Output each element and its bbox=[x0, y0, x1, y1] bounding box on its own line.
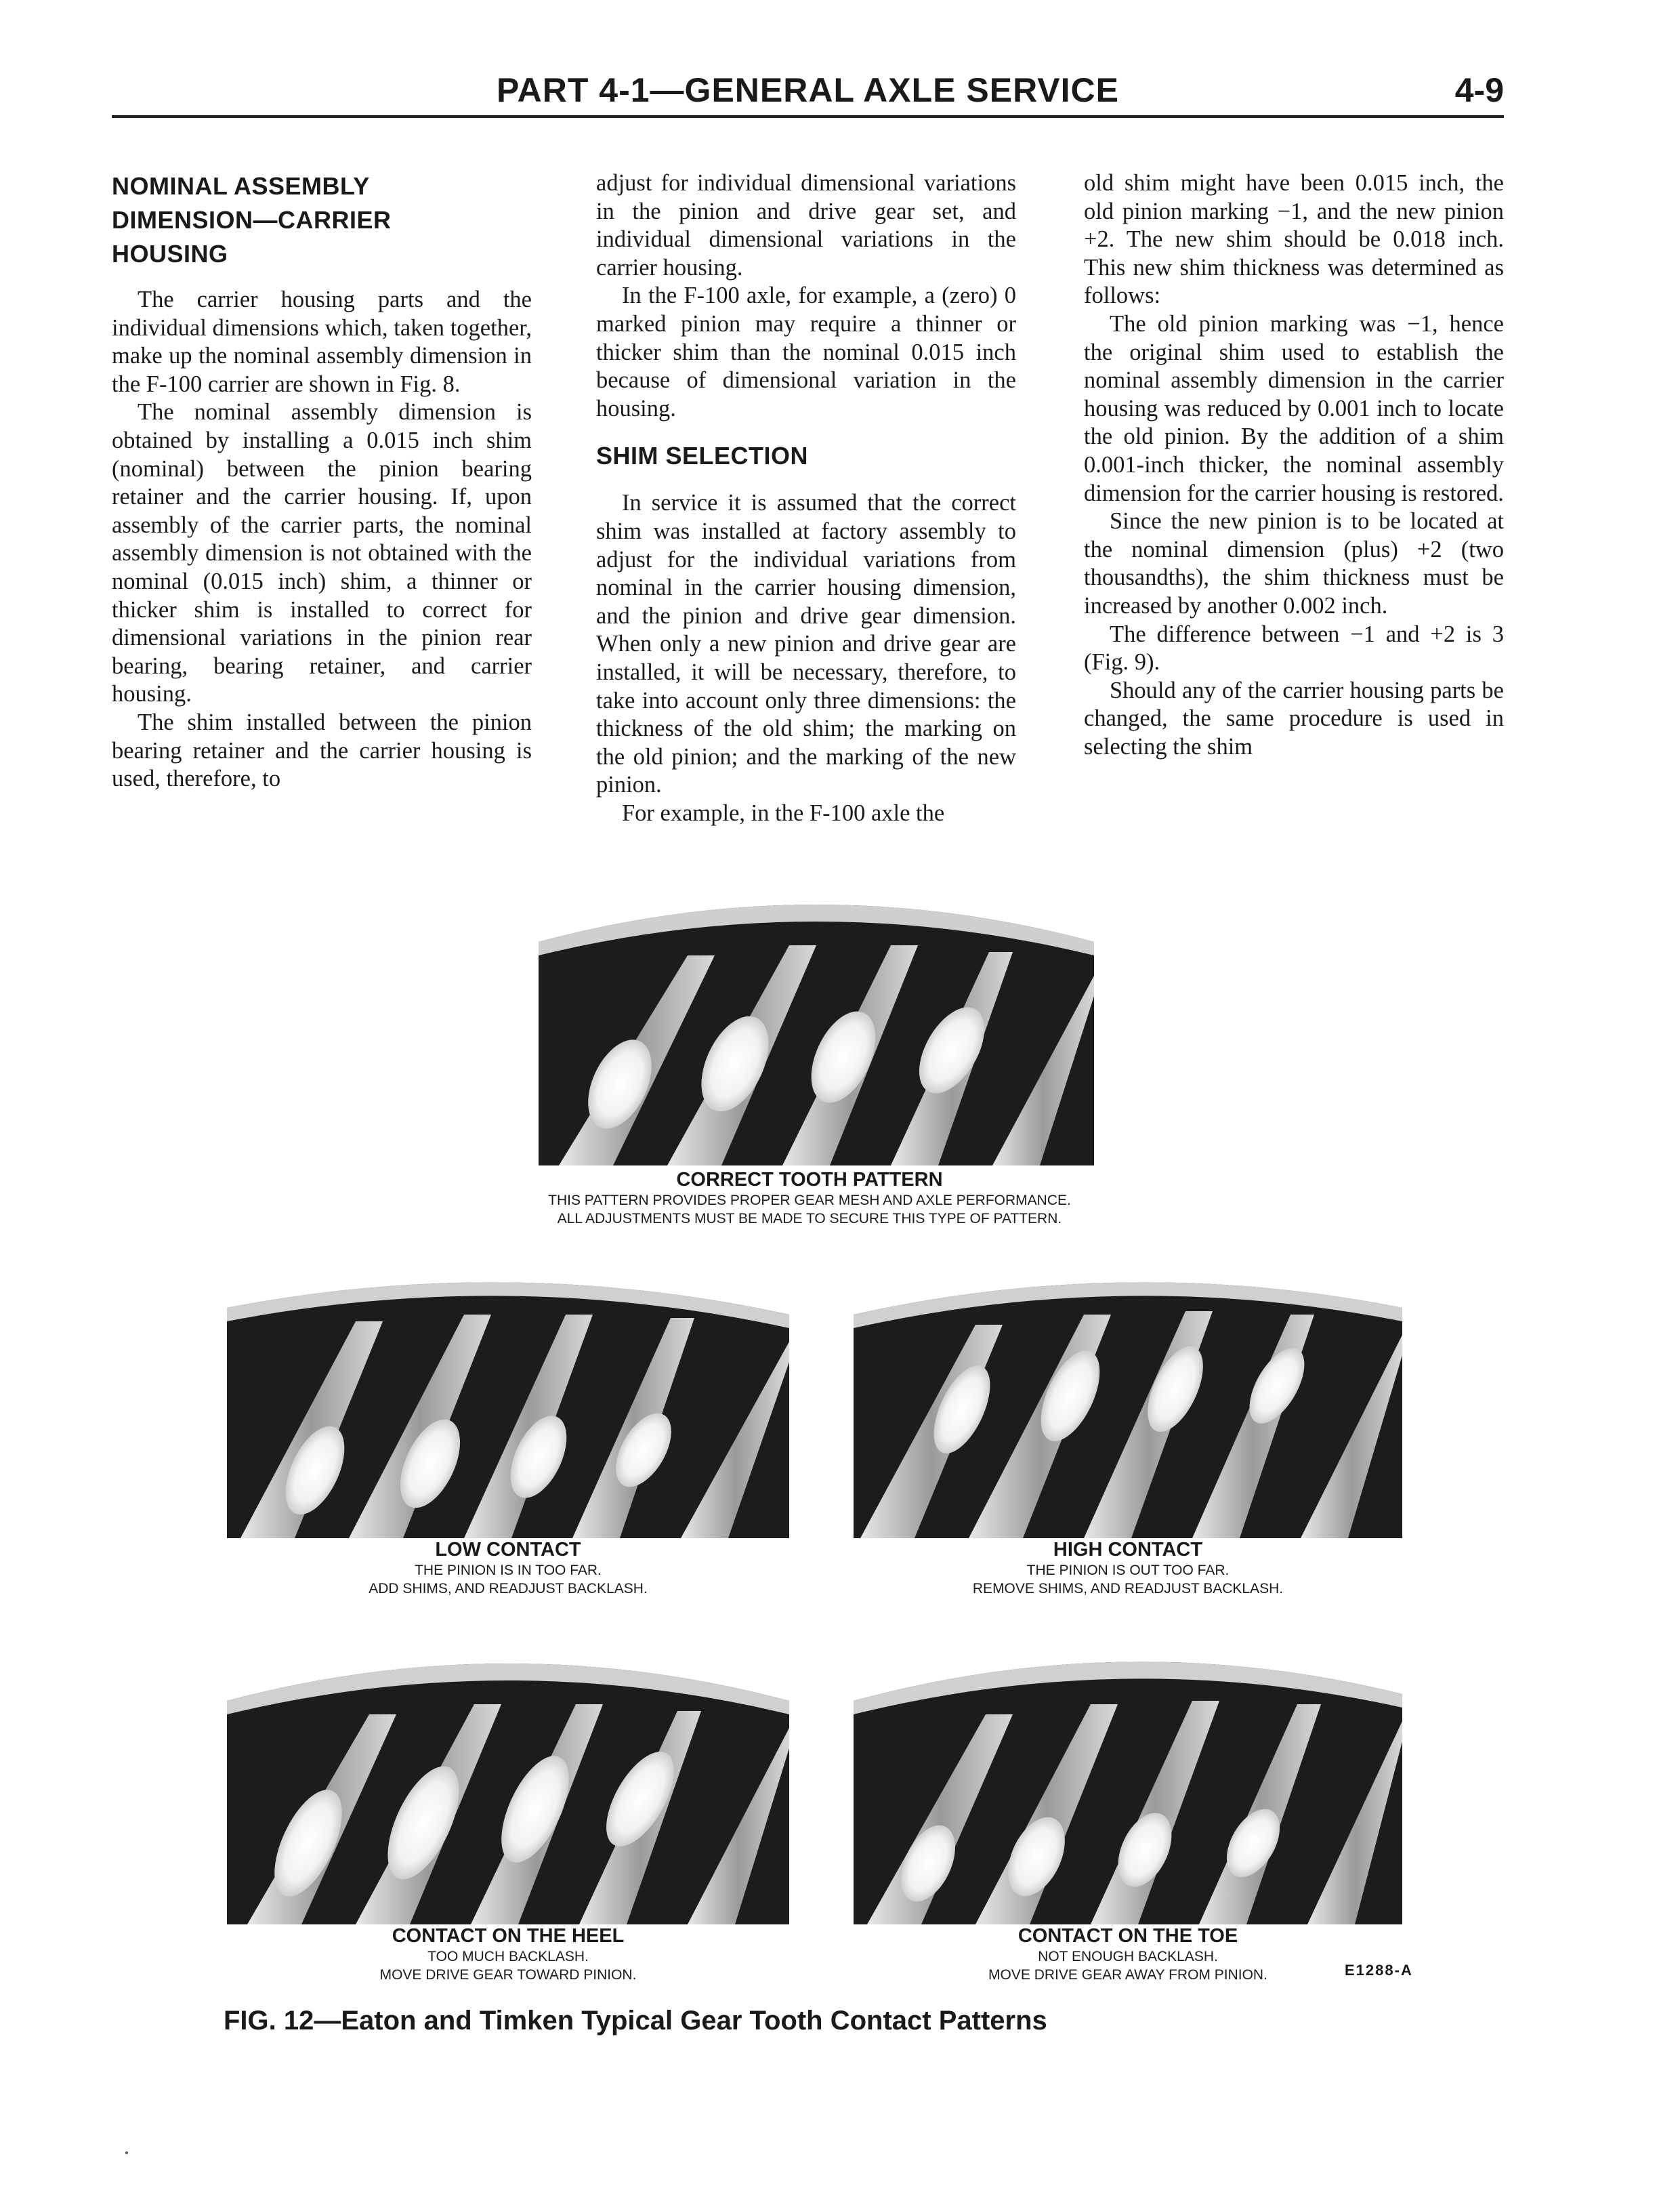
paragraph: The nominal assembly dimension is obtained by installing a 0.015 inch shim (nominal) between the pinion bearing retainer and the carrier housing. If, upon assembly of the carrier parts, the nominal assembly dimension is not obtained with the nominal (0.015 inch) shim, a thinner or thicker shim is installed to correct for dimensional variations in the pinion rear bearing, bearing retainer, and carrier housing. bbox=[112, 399, 532, 707]
figure-caption bbox=[854, 1924, 1402, 1984]
caption-title: CORRECT TOOTH PATTERN bbox=[676, 1169, 943, 1191]
text-column-1 bbox=[112, 169, 532, 793]
paragraph: old shim might have been 0.015 inch, the old pinion marking −1, and the new pinion +2. The new shim should be 0.018 inch. This new shim thickness was determined as follows: bbox=[1084, 170, 1504, 309]
figure-caption bbox=[227, 1538, 789, 1598]
caption-title: CONTACT ON THE TOE bbox=[1017, 1925, 1238, 1947]
paragraph: The old pinion marking was −1, hence the original shim used to establish the nominal assembly dimension in the carrier housing was reduced by 0.001 inch to locate the old pinion. By the addition of a shim 0.001-inch thicker, the nominal assembly dimension for the carrier housing is restored. bbox=[1084, 310, 1504, 506]
caption-line: THE PINION IS OUT TOO FAR. bbox=[1026, 1563, 1230, 1578]
heading-line: DIMENSION—CARRIER bbox=[112, 206, 392, 234]
page-number: 4-9 bbox=[1454, 71, 1504, 109]
figure-correct-pattern bbox=[539, 881, 1094, 1228]
figure-high-contact bbox=[854, 1260, 1402, 1598]
paragraph: The carrier housing parts and the individual dimensions which, taken together, make up the nominal assembly dimension in the F-100 carrier are shown in Fig. 8. bbox=[112, 287, 532, 397]
part-title: PART 4-1—GENERAL AXLE SERVICE bbox=[497, 71, 1119, 109]
figure-caption bbox=[854, 1538, 1402, 1598]
section-heading-shim-selection: SHIM SELECTION bbox=[596, 442, 809, 470]
paragraph: For example, in the F-100 axle the bbox=[622, 800, 945, 826]
caption-line: TOO MUCH BACKLASH. bbox=[427, 1949, 589, 1964]
text-column-2 bbox=[596, 169, 1016, 827]
paragraph: Should any of the carrier housing parts be changed, the same procedure is used in selecting the shim bbox=[1084, 677, 1504, 760]
caption-title: CONTACT ON THE HEEL bbox=[392, 1925, 625, 1947]
caption-title: LOW CONTACT bbox=[435, 1539, 581, 1561]
paragraph: The difference between −1 and +2 is 3 (Fig. 9). bbox=[1084, 621, 1504, 676]
caption-line: REMOVE SHIMS, AND READJUST BACKLASH. bbox=[972, 1581, 1284, 1596]
gear-photo-low bbox=[227, 1260, 789, 1538]
caption-line: THE PINION IS IN TOO FAR. bbox=[415, 1563, 602, 1578]
figure-low-contact bbox=[227, 1260, 789, 1598]
gear-photo-heel bbox=[227, 1640, 789, 1924]
figure-toe-contact bbox=[854, 1640, 1402, 1984]
paragraph: Since the new pinion is to be located at the nominal dimension (plus) +2 (two thousandths), the shim thickness must be increased by another 0.002 inch. bbox=[1084, 508, 1504, 619]
caption-line: NOT ENOUGH BACKLASH. bbox=[1038, 1949, 1218, 1964]
scan-mark bbox=[125, 2151, 128, 2154]
gear-photo-high bbox=[854, 1260, 1402, 1538]
figure-caption bbox=[518, 1168, 1101, 1228]
heading-line: NOMINAL ASSEMBLY bbox=[112, 172, 370, 200]
caption-title: HIGH CONTACT bbox=[1053, 1539, 1203, 1561]
page-header bbox=[112, 68, 1504, 118]
paragraph: adjust for individual dimensional variations in the pinion and drive gear set, and individual dimensional variations in the carrier housing. bbox=[596, 170, 1016, 281]
heading-line: HOUSING bbox=[112, 240, 228, 268]
figure-heel-contact bbox=[227, 1640, 789, 1984]
paragraph: The shim installed between the pinion bearing retainer and the carrier housing is used, therefore, to bbox=[112, 709, 532, 792]
text-column-3 bbox=[1084, 169, 1504, 761]
caption-line: MOVE DRIVE GEAR AWAY FROM PINION. bbox=[988, 1967, 1267, 1983]
gear-photo-toe bbox=[854, 1640, 1402, 1924]
caption-line: ADD SHIMS, AND READJUST BACKLASH. bbox=[369, 1581, 648, 1596]
paragraph: In the F-100 axle, for example, a (zero) 0 marked pinion may require a thinner or thicker shim than the nominal 0.015 inch because of dimensional variation in the housing. bbox=[596, 283, 1016, 421]
caption-line: MOVE DRIVE GEAR TOWARD PINION. bbox=[379, 1967, 637, 1983]
paragraph: In service it is assumed that the correct shim was installed at factory assembly to adjust for the individual variations from nominal in the carrier housing dimension, and the pinion and drive gear dimension. When only a new pinion and drive gear are installed, it will be necessary, therefore, to take into account only three dimensions: the thickness of the old shim; the marking on the old pinion; and the marking of the new pinion. bbox=[596, 490, 1016, 798]
figure-caption bbox=[227, 1924, 789, 1984]
figure-title: FIG. 12—Eaton and Timken Typical Gear Tooth Contact Patterns bbox=[224, 2006, 1047, 2036]
caption-line: ALL ADJUSTMENTS MUST BE MADE TO SECURE THIS TYPE OF PATTERN. bbox=[557, 1211, 1062, 1226]
figure-code: E1288-A bbox=[1345, 1962, 1413, 1979]
caption-line: THIS PATTERN PROVIDES PROPER GEAR MESH AND AXLE PERFORMANCE. bbox=[548, 1193, 1071, 1208]
gear-photo-correct bbox=[539, 881, 1094, 1165]
section-heading-nominal bbox=[112, 169, 532, 271]
